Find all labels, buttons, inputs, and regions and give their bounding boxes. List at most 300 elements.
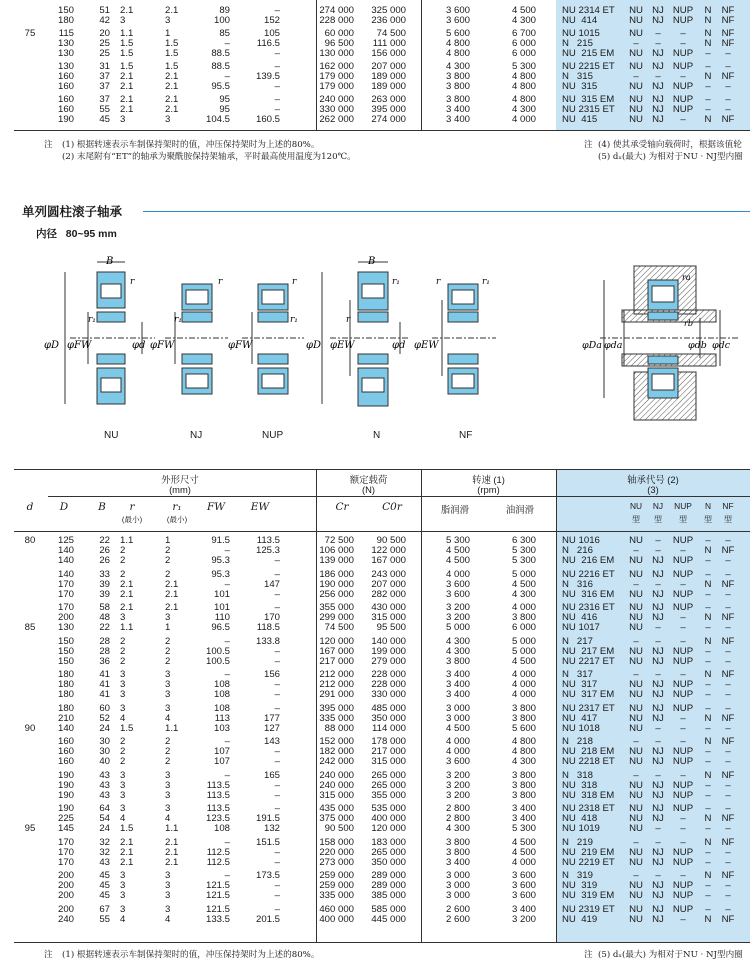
cell-C0r: 400 000 [371, 813, 406, 825]
cell-D: 180 [57, 702, 74, 714]
cell-D: 200 [57, 870, 74, 881]
cell-nj: NJ [652, 789, 664, 801]
cell-FW: 88.5 [211, 48, 230, 59]
cell-oil: 4 500 [511, 578, 536, 590]
cell-nj: – [655, 823, 661, 835]
cell-EW: 113.5 [256, 535, 280, 546]
cell-r1: 3 [165, 789, 171, 801]
cell-EW: – [274, 880, 280, 892]
cell-oil: 5 000 [511, 635, 536, 647]
cell-r1: 2 [165, 545, 171, 557]
cell-r: 3 [120, 880, 126, 892]
cell-oil: 5 300 [511, 823, 536, 835]
cell-r: 2 [120, 568, 126, 580]
cell-n: N [704, 813, 712, 825]
cell-nu: – [633, 71, 639, 82]
cell-Cr: 120 000 [319, 635, 354, 647]
cell-nu: NU [629, 803, 643, 814]
cell-FW: 96.5 [211, 622, 230, 634]
cell-nf: – [725, 679, 731, 691]
cell-Cr: 259 000 [319, 870, 354, 881]
cell-nj: NJ [652, 890, 664, 902]
cell-C0r: 183 000 [371, 836, 406, 848]
cell-FW: 112.5 [206, 846, 230, 858]
cell-r1: 2 [165, 756, 171, 768]
cell-oil: 5 300 [511, 61, 536, 72]
cell-B: 39 [99, 578, 110, 590]
cell-r: 3 [120, 689, 126, 701]
cell-n: N [704, 71, 712, 82]
cell-grease: 3 400 [445, 856, 470, 868]
cell-nf: NF [721, 38, 735, 49]
cell-grease: 3 200 [445, 612, 470, 624]
cell-FW: 95 [219, 94, 230, 105]
cell-FW: – [224, 736, 230, 747]
cell-nj: NJ [652, 712, 664, 724]
cell-n: N [704, 769, 712, 781]
cell-EW: – [274, 588, 280, 600]
cell-code: NU 215 EM [562, 48, 615, 59]
cell-nup: NUP [672, 645, 694, 657]
cell-r1: 1.5 [165, 48, 179, 59]
header-code: 轴承代号 (2) [627, 474, 679, 485]
header-code-sub: (3) [647, 484, 659, 495]
cell-FW: – [224, 836, 230, 848]
cell-nf: – [725, 61, 731, 72]
cell-code: NU 219 EM [562, 846, 615, 858]
cell-grease: 2 600 [445, 903, 470, 915]
cell-B: 67 [99, 903, 110, 915]
cell-code: NU 2314 ET [562, 5, 615, 16]
cell-oil: 4 300 [511, 15, 536, 26]
cell-Cr: 228 000 [319, 15, 354, 26]
nup-dim-r: r [292, 277, 297, 287]
cell-nf: NF [721, 5, 735, 16]
cell-C0r: 265 000 [371, 769, 406, 781]
cell-D: 150 [57, 5, 74, 16]
cell-EW: 105 [263, 28, 280, 39]
cell-FW: 123.5 [205, 813, 230, 825]
note-1-bottom: (1) 根据转速表示车制保持架时的值，冲压保持架时为上述的80%。 [62, 950, 320, 960]
cell-FW: – [224, 669, 230, 680]
cell-FW: 88.5 [211, 61, 230, 72]
cell-grease: 3 800 [445, 655, 470, 667]
cell-nu: – [633, 545, 639, 557]
cell-oil: 4 000 [511, 602, 536, 613]
cell-Cr: 355 000 [319, 602, 354, 613]
cell-nj: NJ [652, 746, 664, 758]
cell-nup: – [680, 114, 686, 125]
cell-nj: NJ [652, 813, 664, 825]
cell-code: NU 319 EM [562, 890, 615, 902]
cell-code: NU 416 [562, 612, 598, 624]
header-r-min: (最小) [121, 515, 143, 524]
nu-phiFW: φFW [67, 340, 92, 351]
cell-C0r: 279 000 [371, 655, 406, 667]
cell-nf: NF [721, 913, 735, 925]
cell-D: 140 [57, 568, 74, 580]
cell-B: 41 [99, 679, 110, 691]
cell-nj: NJ [652, 803, 664, 814]
cell-nj: NJ [652, 114, 664, 125]
cell-FW: – [224, 870, 230, 881]
cell-code: N 316 [562, 578, 593, 590]
note-4-top: (4) 使其承受轴向载荷时，根据该值轮 [598, 140, 742, 150]
cell-B: 37 [99, 81, 110, 92]
cell-EW: 177 [263, 712, 280, 724]
table-row [0, 858, 750, 868]
cell-grease: 3 600 [445, 15, 470, 26]
cell-B: 28 [99, 635, 110, 647]
cell-code: N 219 [562, 836, 593, 848]
cell-nup: – [680, 28, 686, 39]
cell-grease: 3 200 [445, 779, 470, 791]
cell-nu: NU [629, 655, 643, 667]
cell-D: 160 [57, 746, 74, 758]
inst-phiDa: φDa [582, 340, 602, 351]
cell-Cr: 395 000 [319, 702, 354, 714]
cell-FW: 95.3 [211, 555, 230, 567]
cell-r: 3 [120, 890, 126, 902]
top-table-bottom-rule [14, 130, 750, 131]
cell-D: 160 [57, 81, 74, 92]
cell-nf: – [725, 104, 731, 115]
cell-grease: 4 800 [445, 38, 470, 49]
cell-nu: NU [629, 846, 643, 858]
cell-r1: 2 [165, 555, 171, 567]
cell-Cr: 240 000 [319, 94, 354, 105]
cell-Cr: 262 000 [319, 114, 354, 125]
cell-FW: 108 [213, 679, 230, 691]
cell-Cr: 273 000 [319, 856, 354, 868]
cell-nj: – [655, 722, 661, 734]
cell-nf: – [725, 94, 731, 105]
cell-EW: – [274, 61, 280, 72]
cell-nf: NF [721, 712, 735, 724]
cell-oil: 4 500 [511, 836, 536, 848]
cell-nu: NU [629, 48, 643, 59]
cell-D: 160 [57, 71, 74, 82]
cell-Cr: 96 500 [324, 38, 354, 49]
cell-B: 24 [99, 823, 110, 835]
cell-nf: – [725, 880, 731, 892]
cell-r: 3 [120, 15, 126, 26]
cell-r: 2 [120, 555, 126, 567]
cell-nf: – [725, 756, 731, 768]
cell-EW: – [274, 903, 280, 915]
cell-oil: 3 800 [511, 779, 536, 791]
cell-D: 160 [57, 104, 74, 115]
cell-grease: 4 500 [445, 722, 470, 734]
cell-Cr: 315 000 [319, 789, 354, 801]
header-D: D [59, 501, 69, 513]
cell-nu: NU [629, 679, 643, 691]
cell-Cr: 220 000 [319, 846, 354, 858]
cell-D: 180 [57, 689, 74, 701]
n-dim-r: r [346, 315, 351, 325]
cell-nup: NUP [672, 94, 694, 105]
cell-C0r: 95 500 [376, 622, 406, 634]
cell-D: 130 [57, 38, 74, 49]
cell-oil: 6 700 [511, 28, 536, 39]
cell-nj: – [655, 870, 661, 881]
cell-code: N 216 [562, 545, 593, 557]
cell-nf: – [725, 588, 731, 600]
nu-dim-B: B [106, 256, 114, 267]
cell-C0r: 189 000 [371, 71, 406, 82]
cell-nj: – [655, 769, 661, 781]
cell-Cr: 335 000 [319, 712, 354, 724]
note-label-right-top: 注 [584, 140, 593, 150]
cell-nf: NF [721, 669, 735, 680]
cell-B: 37 [99, 94, 110, 105]
cell-EW: 170 [263, 612, 280, 624]
cell-FW: 108 [213, 823, 230, 835]
cell-grease: 3 400 [445, 669, 470, 680]
cell-B: 22 [99, 535, 110, 546]
cell-FW: 103 [213, 722, 230, 734]
cell-code: N 218 [562, 736, 593, 747]
cell-code: NU 2316 ET [562, 602, 615, 613]
cell-r: 2 [120, 545, 126, 557]
cell-grease: 3 800 [445, 836, 470, 848]
cell-nu: NU [629, 114, 643, 125]
cell-grease: 3 000 [445, 702, 470, 714]
cell-nj: NJ [652, 689, 664, 701]
cell-r: 2.1 [120, 846, 134, 858]
cell-B: 20 [99, 28, 110, 39]
cell-nup: – [680, 836, 686, 848]
cell-r1: 2.1 [165, 836, 179, 848]
cell-B: 41 [99, 669, 110, 680]
bearing-diagrams [0, 250, 750, 450]
cell-grease: 3 400 [445, 689, 470, 701]
cell-EW: – [274, 5, 280, 16]
cell-C0r: 111 000 [372, 38, 406, 49]
cell-C0r: 122 000 [371, 545, 406, 557]
cell-grease: 4 800 [445, 48, 470, 59]
cell-n: – [705, 555, 711, 567]
cell-r: 2.1 [120, 578, 134, 590]
header-oil: 油润滑 [505, 504, 535, 515]
cell-D: 180 [57, 679, 74, 691]
cell-r: 3 [120, 870, 126, 881]
cell-grease: 5 000 [445, 622, 470, 634]
header-type-word-2: 型 [654, 515, 662, 524]
cell-n: N [704, 836, 712, 848]
cell-nj: – [655, 545, 661, 557]
cell-nup: – [680, 38, 686, 49]
cell-nup: NUP [672, 746, 694, 758]
cell-Cr: 256 000 [319, 588, 354, 600]
cell-grease: 3 000 [445, 870, 470, 881]
cell-nu: NU [629, 28, 643, 39]
cell-B: 51 [99, 5, 110, 16]
cell-nup: – [680, 71, 686, 82]
cell-B: 26 [99, 555, 110, 567]
cell-B: 58 [99, 602, 110, 613]
header-FW: FW [206, 501, 226, 513]
cell-nu: NU [629, 81, 643, 92]
cell-r1: 1 [165, 622, 171, 634]
cell-nf: – [725, 555, 731, 567]
cell-nu: NU [629, 890, 643, 902]
cell-r: 1.5 [120, 61, 134, 72]
cell-nf: NF [721, 114, 735, 125]
cell-oil: 3 600 [511, 870, 536, 881]
cell-n: – [705, 679, 711, 691]
cell-nu: NU [629, 880, 643, 892]
nj-dim-r: r [218, 277, 223, 287]
cell-n: – [705, 645, 711, 657]
cell-C0r: 74 500 [376, 28, 406, 39]
cell-n: – [705, 789, 711, 801]
cell-EW: – [274, 655, 280, 667]
cell-code: NU 417 [562, 712, 598, 724]
cell-r1: 4 [165, 913, 171, 925]
cell-nu: NU [629, 5, 643, 16]
cell-Cr: 130 000 [319, 48, 354, 59]
cell-n: – [705, 702, 711, 714]
cell-EW: 125.3 [255, 545, 280, 557]
cell-code: NU 1018 [562, 722, 600, 734]
cell-Cr: 240 000 [319, 769, 354, 781]
header-speed-unit: (rpm) [477, 484, 500, 495]
cell-code: NU 318 EM [562, 789, 615, 801]
inst-phida: φda [604, 340, 623, 351]
cell-D: 130 [57, 48, 74, 59]
cell-nf: NF [721, 15, 735, 26]
cell-C0r: 140 000 [371, 635, 406, 647]
table-header-rule [14, 531, 750, 532]
cell-C0r: 385 000 [371, 890, 406, 902]
cell-n: N [704, 15, 712, 26]
cell-grease: 3 000 [445, 712, 470, 724]
cell-r: 2.1 [120, 836, 134, 848]
cell-FW: 104.5 [205, 114, 230, 125]
cell-r1: 1.1 [165, 722, 179, 734]
cell-C0r: 120 000 [371, 823, 406, 835]
cell-r1: 3 [165, 612, 171, 624]
cell-grease: 3 400 [445, 104, 470, 115]
cell-nf: – [725, 856, 731, 868]
cell-r: 3 [120, 612, 126, 624]
cell-nf: – [725, 903, 731, 915]
cell-r1: 1.1 [165, 823, 179, 835]
cell-r1: 3 [165, 114, 171, 125]
n-phiEW: φEW [330, 340, 355, 351]
cell-n: N [704, 28, 712, 39]
header-sub-rule-dim [48, 496, 316, 497]
cell-oil: 4 000 [511, 669, 536, 680]
cell-EW: – [274, 789, 280, 801]
cell-nf: NF [721, 813, 735, 825]
header-EW: EW [250, 501, 270, 513]
cell-nu: NU [629, 689, 643, 701]
cell-oil: 5 600 [511, 722, 536, 734]
cell-r: 2.1 [120, 602, 134, 613]
inst-phidc: φdc [712, 340, 731, 351]
cell-code: NU 2219 ET [562, 856, 615, 868]
cell-nup: NUP [672, 689, 694, 701]
table-row [0, 915, 750, 925]
cell-code: N 318 [562, 769, 593, 781]
cell-B: 33 [99, 568, 110, 580]
cell-C0r: 350 000 [371, 712, 406, 724]
cell-r: 1.1 [120, 28, 134, 39]
note-label-top: 注 [44, 140, 53, 150]
cell-r: 4 [120, 813, 126, 825]
cell-n: – [705, 568, 711, 580]
cell-FW: 113.5 [206, 789, 230, 801]
cell-FW: 110 [214, 612, 230, 624]
header-type-word-5: 型 [724, 515, 732, 524]
cell-Cr: 435 000 [319, 803, 354, 814]
cell-nj: NJ [652, 856, 664, 868]
inst-ra: ra [682, 273, 691, 282]
cell-r1: 3 [165, 880, 171, 892]
cell-B: 42 [99, 15, 110, 26]
header-Cr: Cr [335, 501, 349, 513]
cell-nup: – [680, 769, 686, 781]
cell-nup: NUP [672, 846, 694, 858]
cell-oil: 3 600 [511, 890, 536, 902]
cell-r: 2.1 [120, 71, 134, 82]
cell-oil: 4 000 [511, 856, 536, 868]
cell-code: NU 319 [562, 880, 598, 892]
cell-C0r: 178 000 [371, 736, 406, 747]
cell-D: 170 [57, 578, 74, 590]
header-type-word-3: 型 [679, 515, 687, 524]
cell-nup: NUP [672, 880, 694, 892]
table-row [0, 724, 750, 734]
cell-grease: 4 300 [445, 823, 470, 835]
nj-phiFW: φFW [150, 340, 175, 351]
cell-D: 170 [57, 846, 74, 858]
cell-grease: 3 800 [445, 81, 470, 92]
cell-code: NU 316 EM [562, 588, 615, 600]
top-divider-1 [316, 0, 317, 130]
cell-oil: 6 000 [511, 38, 536, 49]
cell-n: – [705, 722, 711, 734]
n-phid: φd [392, 340, 406, 351]
cell-C0r: 207 000 [371, 578, 406, 590]
section-title-rule [143, 211, 750, 212]
header-load: 额定载荷 [349, 474, 388, 485]
cell-nj: NJ [652, 903, 664, 915]
cell-nj: NJ [652, 846, 664, 858]
cell-code: NU 2218 ET [562, 756, 615, 768]
cell-Cr: 259 000 [319, 880, 354, 892]
header-sub-rule-speed [421, 496, 556, 497]
cell-EW: – [274, 94, 280, 105]
cell-B: 43 [99, 789, 110, 801]
cell-nj: NJ [652, 568, 664, 580]
cell-nf: NF [721, 736, 735, 747]
cell-oil: 3 400 [511, 803, 536, 814]
cell-code: N 317 [562, 669, 593, 680]
table-row [0, 16, 750, 26]
inner-diameter-label: 内径 [36, 228, 57, 240]
cell-n: N [704, 38, 712, 49]
cell-D: 145 [57, 823, 74, 835]
cell-grease: 2 800 [445, 813, 470, 825]
cell-D: 115 [58, 28, 74, 39]
cell-Cr: 179 000 [319, 71, 354, 82]
cell-D: 170 [57, 602, 74, 613]
cell-oil: 5 300 [511, 545, 536, 557]
cell-nup: NUP [672, 856, 694, 868]
